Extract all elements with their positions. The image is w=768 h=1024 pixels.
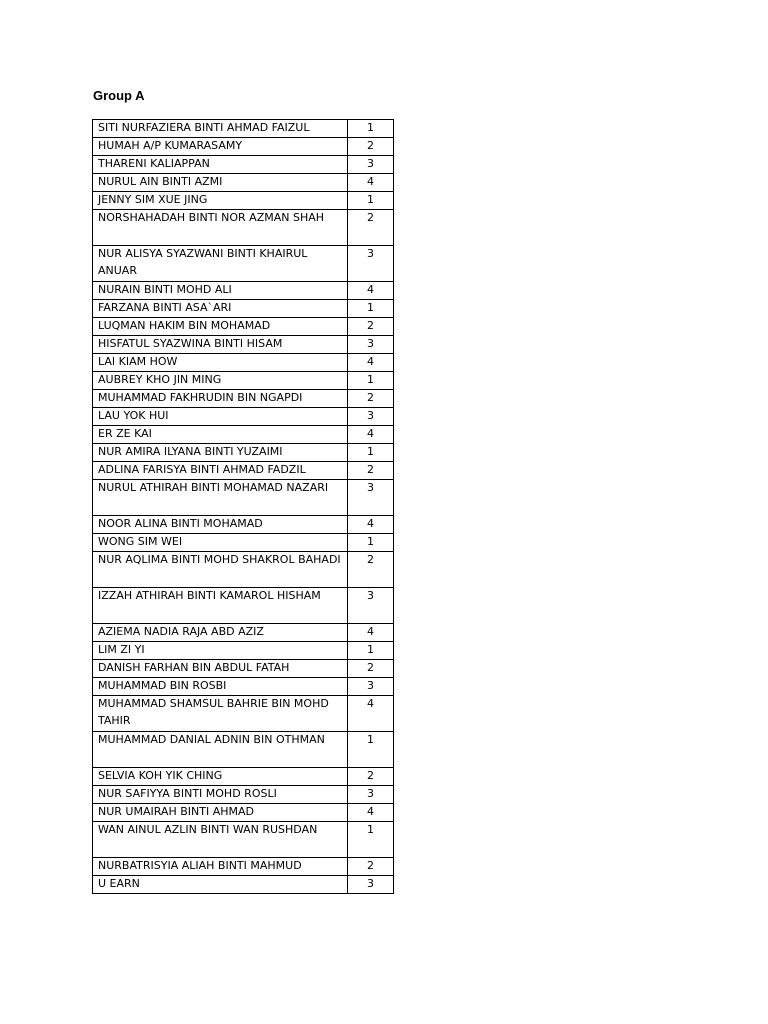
group-number-cell: 2: [348, 768, 394, 786]
group-number-cell: 1: [348, 300, 394, 318]
table-row: [93, 138, 394, 156]
table-row: [93, 678, 394, 696]
group-number-cell: 4: [348, 696, 394, 732]
group-number-cell: 1: [348, 822, 394, 858]
student-name-cell: NUR ALISYA SYAZWANI BINTI KHAIRUL ANUAR: [93, 246, 348, 282]
table-row: [93, 624, 394, 642]
student-name-cell: WONG SIM WEI: [93, 534, 348, 552]
table-row: [93, 858, 394, 876]
group-table: [92, 119, 394, 894]
group-number-cell: 4: [348, 174, 394, 192]
student-name-cell: NURAIN BINTI MOHD ALI: [93, 282, 348, 300]
table-row: [93, 372, 394, 390]
group-number-cell: 4: [348, 426, 394, 444]
student-name-cell: NUR UMAIRAH BINTI AHMAD: [93, 804, 348, 822]
table-row: [93, 642, 394, 660]
student-name-cell: ER ZE KAI: [93, 426, 348, 444]
student-name-cell: U EARN: [93, 876, 348, 894]
student-name-cell: LAI KIAM HOW: [93, 354, 348, 372]
student-name-cell: MUHAMMAD SHAMSUL BAHRIE BIN MOHD TAHIR: [93, 696, 348, 732]
group-number-cell: 2: [348, 210, 394, 246]
student-name-cell: MUHAMMAD BIN ROSBI: [93, 678, 348, 696]
student-name-cell: HUMAH A/P KUMARASAMY: [93, 138, 348, 156]
student-name-cell: AUBREY KHO JIN MING: [93, 372, 348, 390]
student-name-cell: JENNY SIM XUE JING: [93, 192, 348, 210]
table-row: [93, 516, 394, 534]
group-number-cell: 4: [348, 354, 394, 372]
student-name-cell: NURUL AIN BINTI AZMI: [93, 174, 348, 192]
group-number-cell: 3: [348, 408, 394, 426]
group-number-cell: 3: [348, 678, 394, 696]
student-name-cell: IZZAH ATHIRAH BINTI KAMAROL HISHAM: [93, 588, 348, 624]
group-number-cell: 2: [348, 660, 394, 678]
group-number-cell: 4: [348, 516, 394, 534]
table-row: [93, 390, 394, 408]
group-number-cell: 1: [348, 372, 394, 390]
student-name-cell: DANISH FARHAN BIN ABDUL FATAH: [93, 660, 348, 678]
table-row: [93, 822, 394, 858]
group-number-cell: 1: [348, 444, 394, 462]
group-number-cell: 3: [348, 876, 394, 894]
group-number-cell: 3: [348, 156, 394, 174]
table-row: [93, 156, 394, 174]
student-name-cell: HISFATUL SYAZWINA BINTI HISAM: [93, 336, 348, 354]
group-number-cell: 2: [348, 390, 394, 408]
group-number-cell: 1: [348, 120, 394, 138]
table-row: [93, 696, 394, 732]
table-row: [93, 318, 394, 336]
student-name-cell: NUR AMIRA ILYANA BINTI YUZAIMI: [93, 444, 348, 462]
student-name-cell: MUHAMMAD FAKHRUDIN BIN NGAPDI: [93, 390, 348, 408]
table-row: [93, 768, 394, 786]
group-number-cell: 4: [348, 282, 394, 300]
table-row: [93, 336, 394, 354]
table-row: [93, 354, 394, 372]
table-row: [93, 480, 394, 516]
table-row: [93, 246, 394, 282]
table-row: [93, 192, 394, 210]
student-name-cell: LUQMAN HAKIM BIN MOHAMAD: [93, 318, 348, 336]
table-row: [93, 534, 394, 552]
student-name-cell: SITI NURFAZIERA BINTI AHMAD FAIZUL: [93, 120, 348, 138]
student-name-cell: NUR SAFIYYA BINTI MOHD ROSLI: [93, 786, 348, 804]
group-number-cell: 1: [348, 192, 394, 210]
group-number-cell: 1: [348, 642, 394, 660]
table-row: [93, 660, 394, 678]
group-number-cell: 3: [348, 786, 394, 804]
group-number-cell: 1: [348, 534, 394, 552]
student-name-cell: SELVIA KOH YIK CHING: [93, 768, 348, 786]
student-name-cell: NURUL ATHIRAH BINTI MOHAMAD NAZARI: [93, 480, 348, 516]
table-row: [93, 786, 394, 804]
student-name-cell: LIM ZI YI: [93, 642, 348, 660]
group-number-cell: 1: [348, 732, 394, 768]
page-title: Group A: [93, 88, 145, 103]
group-number-cell: 4: [348, 804, 394, 822]
group-number-cell: 2: [348, 138, 394, 156]
student-name-cell: NOOR ALINA BINTI MOHAMAD: [93, 516, 348, 534]
student-name-cell: WAN AINUL AZLIN BINTI WAN RUSHDAN: [93, 822, 348, 858]
table-row: [93, 282, 394, 300]
table-row: [93, 210, 394, 246]
table-row: [93, 876, 394, 894]
student-name-cell: FARZANA BINTI ASA`ARI: [93, 300, 348, 318]
table-row: [93, 804, 394, 822]
student-name-cell: NUR AQLIMA BINTI MOHD SHAKROL BAHADI: [93, 552, 348, 588]
table-row: [93, 588, 394, 624]
group-number-cell: 2: [348, 462, 394, 480]
group-number-cell: 3: [348, 480, 394, 516]
group-number-cell: 2: [348, 858, 394, 876]
table-row: [93, 462, 394, 480]
student-name-cell: THARENI KALIAPPAN: [93, 156, 348, 174]
group-number-cell: 2: [348, 552, 394, 588]
group-number-cell: 4: [348, 624, 394, 642]
student-name-cell: ADLINA FARISYA BINTI AHMAD FADZIL: [93, 462, 348, 480]
table-row: [93, 552, 394, 588]
table-row: [93, 732, 394, 768]
table-row: [93, 426, 394, 444]
group-number-cell: 2: [348, 318, 394, 336]
table-body: [93, 120, 394, 894]
table-row: [93, 444, 394, 462]
student-name-cell: NURBATRISYIA ALIAH BINTI MAHMUD: [93, 858, 348, 876]
group-number-cell: 3: [348, 246, 394, 282]
table-row: [93, 408, 394, 426]
table-row: [93, 300, 394, 318]
table-row: [93, 120, 394, 138]
student-name-cell: LAU YOK HUI: [93, 408, 348, 426]
group-number-cell: 3: [348, 588, 394, 624]
student-name-cell: AZIEMA NADIA RAJA ABD AZIZ: [93, 624, 348, 642]
student-name-cell: MUHAMMAD DANIAL ADNIN BIN OTHMAN: [93, 732, 348, 768]
group-number-cell: 3: [348, 336, 394, 354]
table-row: [93, 174, 394, 192]
student-name-cell: NORSHAHADAH BINTI NOR AZMAN SHAH: [93, 210, 348, 246]
